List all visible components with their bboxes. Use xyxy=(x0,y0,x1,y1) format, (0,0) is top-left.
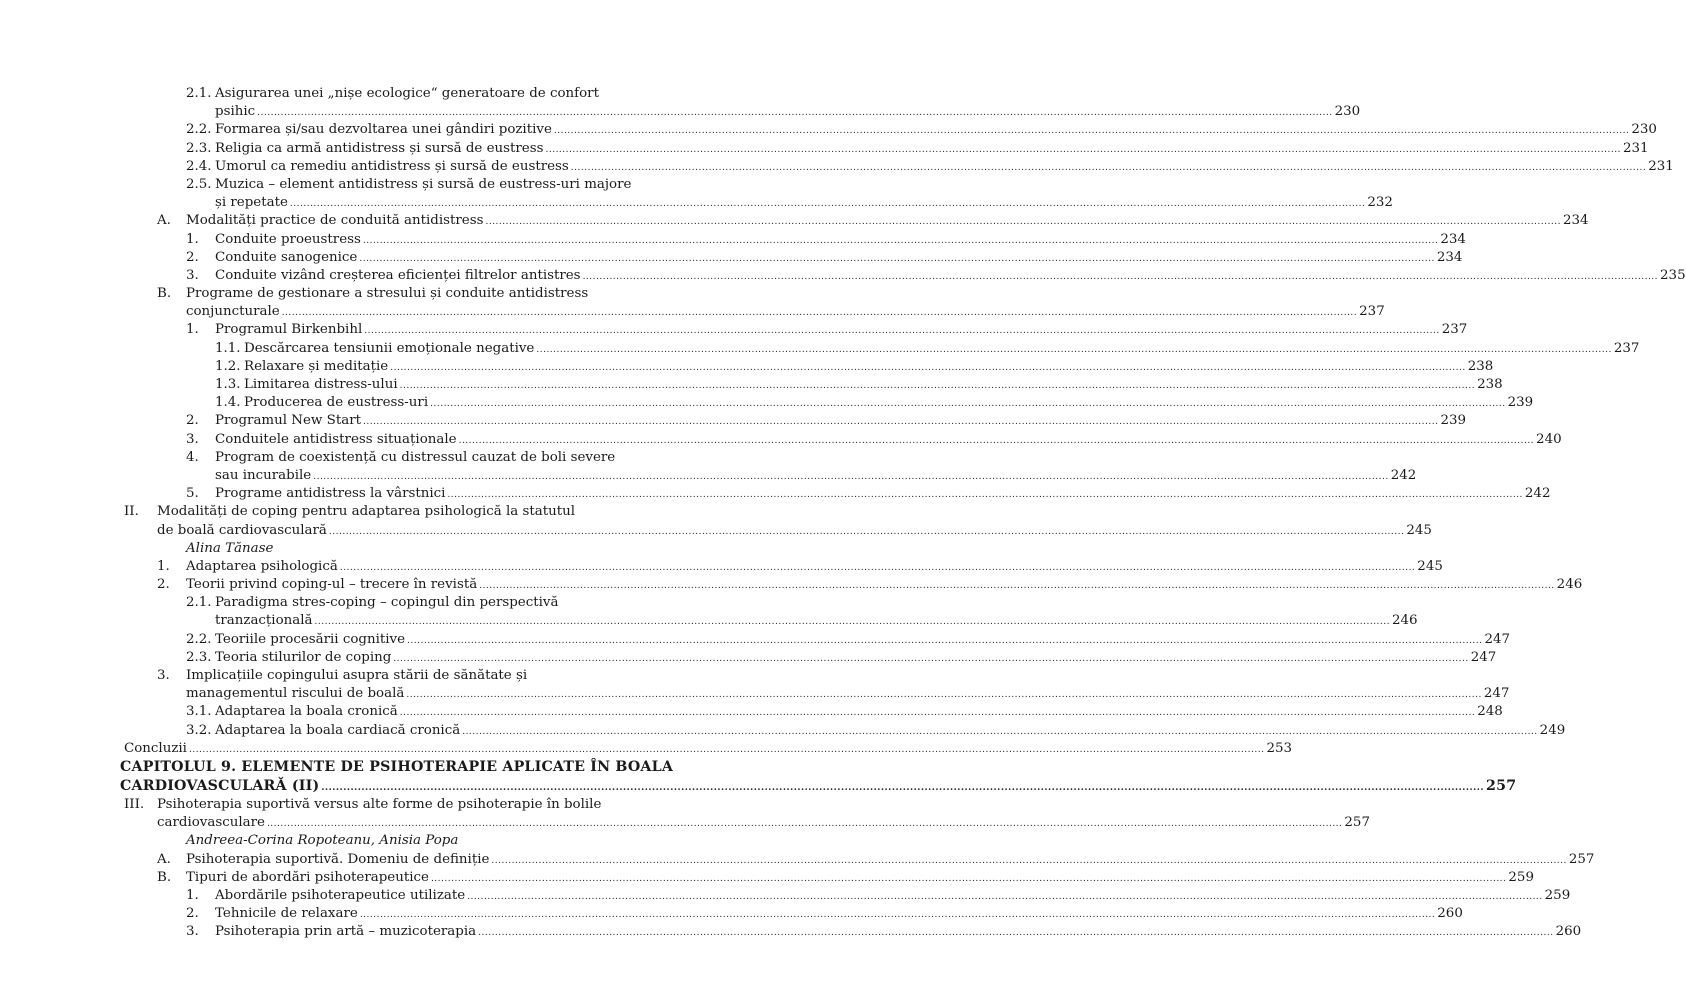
toc-entry xyxy=(0,576,1583,594)
toc-entry xyxy=(0,267,1686,285)
entry-title: Program de coexistență cu distressul cauzat de boli severe xyxy=(215,449,616,465)
toc-entry xyxy=(0,376,1503,394)
toc-entry xyxy=(0,905,1463,923)
page-number: 238 xyxy=(1477,377,1503,392)
dot-leader xyxy=(554,122,1629,140)
entry-title: Teorii privind coping-ul – trecere în revistă xyxy=(186,577,478,593)
entry-number: II. xyxy=(124,504,139,520)
entry-title: conjuncturale xyxy=(186,304,280,320)
entry-title: CAPITOLUL 9. ELEMENTE DE PSIHOTERAPIE APLICATE ÎN BOALA xyxy=(120,758,674,775)
entry-title: Descărcarea tensiunii emoționale negative xyxy=(244,340,535,356)
entry-number: 1.3. xyxy=(215,377,241,392)
entry-title: psihic xyxy=(215,104,256,120)
entry-number: 1. xyxy=(186,887,199,903)
toc-entry xyxy=(0,703,1503,721)
dot-leader xyxy=(491,852,1566,870)
dot-leader xyxy=(536,341,1611,359)
toc-entry xyxy=(0,340,1640,358)
toc-entry xyxy=(0,140,1649,158)
entry-number: III. xyxy=(124,796,145,812)
page-number: 238 xyxy=(1467,358,1494,374)
entry-number: 5. xyxy=(186,486,199,502)
entry-title: Teoria stilurilor de coping xyxy=(215,649,392,665)
toc-entry xyxy=(0,394,1534,412)
dot-leader xyxy=(340,559,1415,577)
entry-title: Asigurarea unei „nișe ecologice“ generatoare de confort xyxy=(215,86,599,101)
toc-entry xyxy=(0,321,1468,339)
page-number: 234 xyxy=(1436,249,1463,265)
entry-number: 4. xyxy=(186,449,199,465)
entry-title: Limitarea distress-ului xyxy=(244,377,398,392)
dot-leader xyxy=(390,359,1465,377)
page-number: 232 xyxy=(1367,195,1393,211)
entry-number: 3.1. xyxy=(186,704,212,720)
dot-leader xyxy=(407,632,1482,650)
toc-author xyxy=(0,540,702,558)
page-number: 246 xyxy=(1392,613,1418,629)
entry-number: 1.4. xyxy=(215,395,241,411)
entry-number: 2.2. xyxy=(186,631,212,647)
page-number: 230 xyxy=(1334,104,1361,120)
entry-number: 1. xyxy=(186,322,199,338)
toc-entry xyxy=(0,722,1566,740)
dot-leader xyxy=(267,815,1342,833)
page-number: 248 xyxy=(1477,704,1503,720)
entry-number: A. xyxy=(157,213,171,229)
dot-leader xyxy=(359,250,1434,268)
entry-title: tranzacțională xyxy=(215,613,313,629)
page-number: 239 xyxy=(1440,413,1467,429)
toc-entry xyxy=(0,121,1657,139)
dot-leader xyxy=(447,486,1522,504)
dot-leader xyxy=(363,413,1438,431)
entry-number: 2. xyxy=(186,413,199,429)
page-number: 235 xyxy=(1660,267,1686,283)
toc-entry xyxy=(0,358,1494,376)
table-of-contents xyxy=(0,85,1686,941)
entry-title: Adaptarea la boala cardiacă cronică xyxy=(215,722,461,738)
page-number: 234 xyxy=(1562,213,1589,229)
entry-number: 1. xyxy=(186,231,199,247)
toc-entry xyxy=(0,594,1418,630)
entry-number: 3. xyxy=(186,924,199,940)
page-number: 234 xyxy=(1440,231,1466,247)
dot-leader xyxy=(479,577,1554,595)
page-number: 247 xyxy=(1484,631,1511,647)
toc-entry xyxy=(0,631,1511,649)
toc-entry xyxy=(0,503,1432,539)
entry-title: Psihoterapia suportivă. Domeniu de definiție xyxy=(186,851,490,867)
entry-title: Adaptarea la boala cronică xyxy=(215,704,398,720)
entry-number: 3.2. xyxy=(186,722,212,738)
page-number: 259 xyxy=(1508,869,1534,885)
entry-number: 3. xyxy=(186,431,199,447)
dot-leader xyxy=(329,523,1404,541)
dot-leader xyxy=(431,870,1506,888)
entry-number: 2.4. xyxy=(186,158,212,174)
author-name: Andreea-Corina Ropoteanu, Anisia Popa xyxy=(186,833,459,849)
author-name: Alina Tănase xyxy=(186,540,274,556)
dot-leader xyxy=(571,159,1646,177)
entry-title: CARDIOVASCULARĂ (II) xyxy=(120,777,320,794)
entry-number: 2. xyxy=(186,906,199,922)
toc-entry xyxy=(0,851,1595,869)
toc-entry xyxy=(0,449,1417,485)
entry-number: 3. xyxy=(157,668,170,683)
entry-title: Implicațiile copingului asupra stării de sănătate și xyxy=(186,668,528,683)
toc-entry xyxy=(0,923,1582,941)
toc-entry xyxy=(0,158,1674,176)
toc-entry xyxy=(0,667,1510,703)
page-number: 247 xyxy=(1470,649,1497,665)
toc-entry xyxy=(0,869,1534,887)
entry-number: B. xyxy=(157,286,172,302)
toc-author xyxy=(0,832,702,850)
entry-title: Religia ca armă antidistress și sursă de eustress xyxy=(215,140,544,156)
page-number: 231 xyxy=(1622,140,1649,156)
entry-number: B. xyxy=(157,869,172,885)
entry-title: Tipuri de abordări psihoterapeutice xyxy=(186,869,429,885)
dot-leader xyxy=(545,141,1620,159)
toc-entry xyxy=(0,231,1466,249)
entry-title: Conduite sanogenice xyxy=(215,249,358,265)
dot-leader xyxy=(400,704,1475,722)
entry-title: Modalități de coping pentru adaptarea psihologică la statutul xyxy=(157,504,576,520)
dot-leader xyxy=(360,906,1435,924)
dot-leader xyxy=(290,195,1365,213)
entry-title: Tehnicile de relaxare xyxy=(215,906,358,922)
dot-leader xyxy=(189,741,1264,759)
entry-title: Conduite vizând creșterea eficienței filtrelor antistres xyxy=(215,267,581,283)
toc-entry xyxy=(0,431,1562,449)
toc-entry xyxy=(0,85,1361,121)
dot-leader xyxy=(400,377,1475,395)
dot-leader xyxy=(430,395,1505,413)
page-number: 259 xyxy=(1544,887,1571,903)
entry-title: Paradigma stres-coping – copingul din perspectivă xyxy=(215,595,559,611)
entry-title: Relaxare și meditație xyxy=(244,358,389,374)
dot-leader xyxy=(583,268,1658,286)
toc-entry xyxy=(0,412,1467,430)
entry-title: Producerea de eustress-uri xyxy=(244,395,429,411)
entry-number: 2. xyxy=(186,249,199,265)
toc-entry xyxy=(0,249,1463,267)
entry-title: Psihoterapia prin artă – muzicoterapia xyxy=(215,924,477,940)
page-number: 247 xyxy=(1483,686,1510,702)
entry-number: 3. xyxy=(186,267,199,283)
dot-leader xyxy=(462,723,1537,741)
page-number: 245 xyxy=(1417,558,1443,574)
page-number: 245 xyxy=(1406,522,1432,538)
entry-title: sau incurabile xyxy=(215,467,312,483)
page-number: 237 xyxy=(1613,340,1640,356)
entry-title: managementul riscului de boală xyxy=(186,686,405,702)
dot-leader xyxy=(315,613,1390,631)
entry-number: A. xyxy=(157,851,171,867)
page-number: 242 xyxy=(1390,467,1417,483)
page-number: 257 xyxy=(1344,815,1370,831)
page-number: 231 xyxy=(1648,158,1674,174)
dot-leader xyxy=(282,304,1357,322)
entry-title: Formarea și/sau dezvoltarea unei gândiri pozitive xyxy=(215,122,552,138)
toc-entry xyxy=(0,285,1385,321)
entry-title: Psihoterapia suportivă versus alte forme de psihoterapie în bolile xyxy=(157,796,602,812)
page-number: 260 xyxy=(1555,924,1582,940)
dot-leader xyxy=(467,888,1542,906)
entry-number: 2.3. xyxy=(186,140,212,156)
entry-number: 2.2. xyxy=(186,122,212,138)
page-number: 237 xyxy=(1359,304,1385,320)
entry-title: Conduitele antidistress situaționale xyxy=(215,431,457,447)
toc-entry xyxy=(0,796,1370,832)
entry-title: Muzica – element antidistress și sursă de eustress-uri majore xyxy=(215,176,632,192)
entry-title: Conduite proeustress xyxy=(215,231,361,247)
entry-title: de boală cardiovasculară xyxy=(157,522,327,538)
page-number: 257 xyxy=(1568,851,1595,867)
entry-number: 1.1. xyxy=(215,340,241,356)
dot-leader xyxy=(313,468,1388,486)
toc-entry xyxy=(0,485,1551,503)
entry-title: Modalități practice de conduită antidistress xyxy=(186,213,484,229)
page-number: 257 xyxy=(1486,777,1517,794)
entry-title: Adaptarea psihologică xyxy=(186,558,338,574)
entry-title: Abordările psihoterapeutice utilizate xyxy=(215,887,466,903)
entry-number: 1. xyxy=(157,558,170,574)
entry-number: 2.5. xyxy=(186,176,212,192)
entry-number: 2.1. xyxy=(186,86,212,101)
entry-title: Programul Birkenbihl xyxy=(215,322,363,338)
dot-leader xyxy=(363,232,1438,250)
entry-title: Umorul ca remediu antidistress și sursă de eustress xyxy=(215,158,569,174)
entry-title: și repetate xyxy=(215,195,288,211)
entry-number: 2. xyxy=(157,577,170,593)
entry-title: Concluzii xyxy=(124,740,187,756)
dot-leader xyxy=(257,104,1332,122)
dot-leader xyxy=(478,924,1553,942)
chapter-heading xyxy=(0,758,1517,796)
entry-title: Programe de gestionare a stresului și conduite antidistress xyxy=(186,286,589,302)
page-number: 249 xyxy=(1539,722,1566,738)
page-number: 260 xyxy=(1437,906,1463,922)
page-number: 230 xyxy=(1631,122,1657,138)
toc-entry xyxy=(0,176,1393,212)
entry-number: 1.2. xyxy=(215,358,241,374)
entry-number: 2.1. xyxy=(186,595,212,611)
toc-entry xyxy=(0,740,1292,758)
entry-number: 2.3. xyxy=(186,649,212,665)
page-number: 240 xyxy=(1536,431,1562,447)
dot-leader xyxy=(393,650,1468,668)
dot-leader xyxy=(459,432,1534,450)
page-number: 239 xyxy=(1507,395,1534,411)
toc-entry xyxy=(0,558,1443,576)
entry-title: Programul New Start xyxy=(215,413,361,429)
entry-title: cardiovasculare xyxy=(157,815,265,831)
dot-leader xyxy=(406,686,1481,704)
toc-entry xyxy=(0,649,1497,667)
page-number: 242 xyxy=(1524,486,1551,502)
toc-entry xyxy=(0,212,1589,230)
dot-leader xyxy=(485,213,1560,231)
dot-leader xyxy=(364,322,1439,340)
toc-entry xyxy=(0,887,1571,905)
page-number: 246 xyxy=(1556,577,1583,593)
entry-title: Programe antidistress la vârstnici xyxy=(215,486,446,502)
entry-title: Teoriile procesării cognitive xyxy=(215,631,406,647)
page-number: 237 xyxy=(1441,322,1468,338)
page-number: 253 xyxy=(1266,740,1292,756)
